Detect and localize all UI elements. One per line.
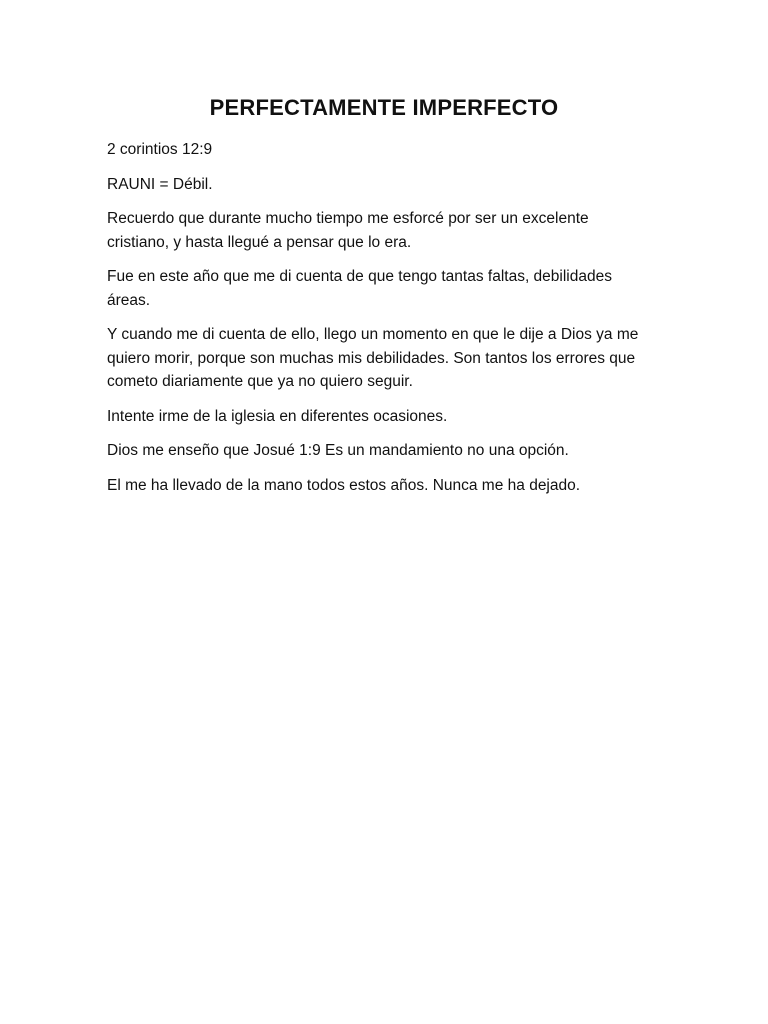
paragraph-verse-reference: 2 corintios 12:9 bbox=[107, 141, 213, 158]
paragraph: El me ha llevado de la mano todos estos años. Nunca me ha dejado. bbox=[107, 476, 581, 494]
paragraph: Intente irme de la iglesia en diferentes ocasiones. bbox=[107, 407, 448, 425]
paragraph-definition: RAUNI = Débil. bbox=[107, 175, 213, 193]
paragraph: Y cuando me di cuenta de ello, llego un momento en que le dije a Dios ya me quiero morir, porque son muchas mis debilidades. Son tantos los errores que cometo diariamente que ya no quiero seguir. bbox=[107, 326, 639, 390]
document-title: PERFECTAMENTE IMPERFECTO bbox=[209, 95, 559, 120]
document-body bbox=[107, 138, 647, 508]
paragraph: Recuerdo que durante mucho tiempo me esforcé por ser un excelente cristiano, y hasta llegué a pensar que lo era. bbox=[107, 210, 589, 251]
paragraph: Fue en este año que me di cuenta de que tengo tantas faltas, debilidades áreas. bbox=[107, 268, 612, 309]
paragraph: Dios me enseño que Josué 1:9 Es un mandamiento no una opción. bbox=[107, 442, 569, 459]
